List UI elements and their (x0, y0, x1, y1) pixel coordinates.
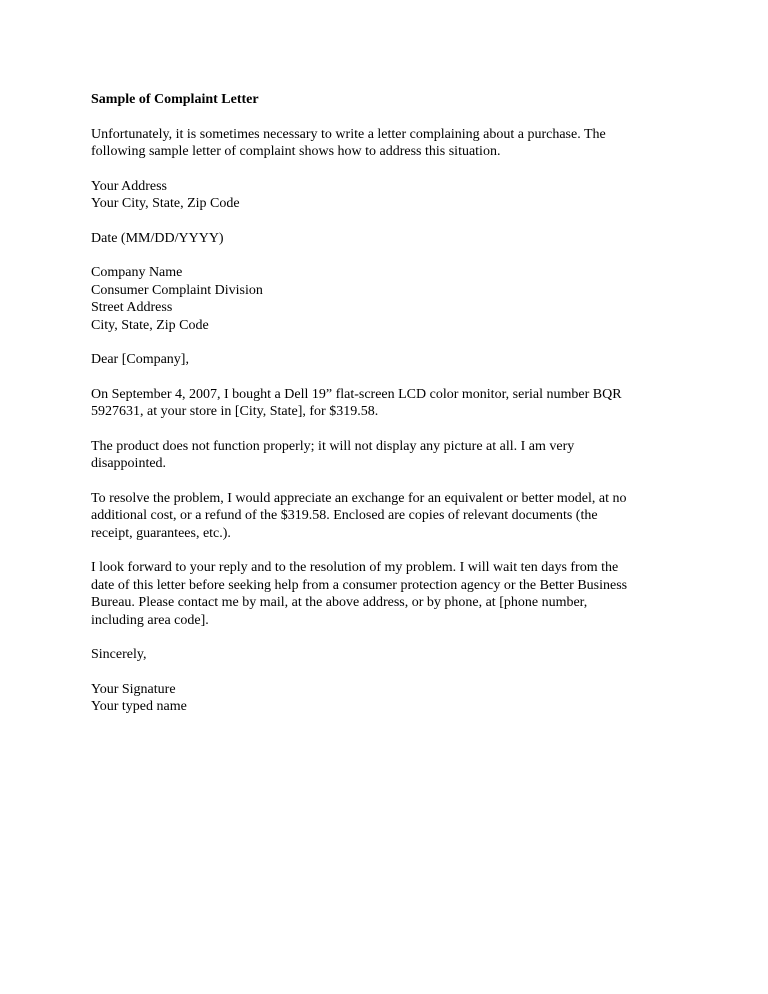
body-paragraph-problem (91, 438, 691, 473)
body-paragraph-purchase (91, 386, 691, 421)
salutation-line: Dear [Company], (91, 352, 189, 367)
body-paragraph-followup (91, 559, 691, 629)
body-line: I look forward to your reply and to the resolution of my problem. I will wait ten days from the (91, 560, 619, 575)
signature-line: Your Signature (91, 681, 176, 697)
body-line: The product does not function properly; it will not display any picture at all. I am very (91, 438, 575, 454)
body-paragraph-resolution (91, 490, 691, 543)
body-line: including area code]. (91, 612, 209, 628)
signature-block (91, 681, 691, 716)
body-line: Bureau. Please contact me by mail, at the above address, or by phone, at [phone number, (91, 595, 588, 610)
body-line: To resolve the problem, I would appreciate an exchange for an equivalent or better model, at no (91, 490, 627, 506)
typed-name-line: Your typed name (91, 699, 187, 714)
sender-city-line: Your City, State, Zip Code (91, 196, 240, 211)
document-title: Sample of Complaint Letter (91, 92, 259, 107)
intro-paragraph (91, 126, 691, 161)
body-line: date of this letter before seeking help from a consumer protection agency or the Better Business (91, 577, 628, 593)
body-line: additional cost, or a refund of the $319.58. Enclosed are copies of relevant documents (the (91, 508, 598, 523)
body-line: receipt, guarantees, etc.). (91, 525, 231, 541)
recipient-company-line: Company Name (91, 265, 183, 280)
closing (91, 646, 691, 664)
body-line: disappointed. (91, 456, 167, 471)
letter-date (91, 230, 691, 248)
sender-address-line: Your Address (91, 178, 167, 194)
recipient-street-line: Street Address (91, 300, 173, 315)
intro-line: following sample letter of complaint shows how to address this situation. (91, 144, 501, 159)
recipient-address (91, 264, 691, 334)
intro-line: Unfortunately, it is sometimes necessary to write a letter complaining about a purchase. The (91, 126, 606, 142)
sender-address (91, 178, 691, 213)
letter-content (91, 91, 691, 733)
recipient-city-line: City, State, Zip Code (91, 317, 209, 333)
recipient-division-line: Consumer Complaint Division (91, 282, 263, 298)
date-line: Date (MM/DD/YYYY) (91, 230, 224, 246)
salutation (91, 351, 691, 369)
body-line: On September 4, 2007, I bought a Dell 19” flat-screen LCD color monitor, serial number BQR (91, 386, 622, 402)
body-line: 5927631, at your store in [City, State], for $319.58. (91, 404, 379, 419)
closing-line: Sincerely, (91, 647, 147, 662)
